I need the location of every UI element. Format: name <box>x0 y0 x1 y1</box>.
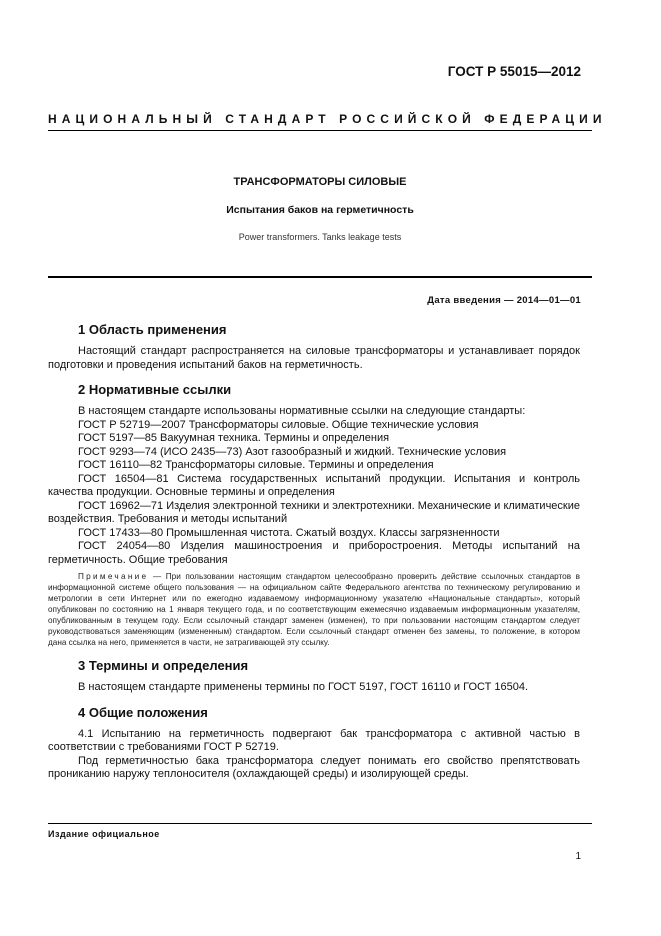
footer-divider <box>48 823 592 824</box>
note-paragraph <box>48 571 580 648</box>
reference-item: ГОСТ 16962—71 Изделия электронной техники и электротехники. Механические и климатические воздействия. Требования и методы испытаний <box>48 499 580 525</box>
document-code: ГОСТ Р 55015—2012 <box>447 64 581 79</box>
document-subtitle-english: Power transformers. Tanks leakage tests <box>238 232 402 242</box>
note-text: — При пользовании настоящим стандартом целесообразно проверить действие ссылочных стандартов в информационной системе общего пользования — на официальном сайте Федерального агентства по техническому регулированию и метрологии в сети Интернет или по ежегодно издаваемому информационному указателю «Национальные стандарты», который опубликован по состоянию на 1 января текущего года, и по соответствующим ежемесячно издаваемым информационным указателям, опубликованным в текущем году. Если ссылочный стандарт заменен (изменен), то при пользовании настоящим стандартом следует руководствоваться заменяющим (измененным) стандартом. Если ссылочный стандарт отменен без замены, то положение, в котором дана ссылка на него, применяется в части, не затрагивающей эту ссылку. <box>48 572 580 647</box>
document-subtitle: Испытания баков на герметичность <box>226 204 414 216</box>
note-label: Примечание <box>78 572 149 581</box>
header-divider <box>48 130 592 131</box>
paragraph: В настоящем стандарте применены термины по ГОСТ 5197, ГОСТ 16110 и ГОСТ 16504. <box>78 681 529 693</box>
paragraph: Настоящий стандарт распространяется на силовые трансформаторы и устанавливает порядок подготовки и проведения испытаний баков на герметичность. <box>48 345 580 371</box>
paragraph: 4.1 Испытанию на герметичность подвергают бак трансформатора с активной частью в соответствии с требованиями ГОСТ Р 52719. <box>48 727 580 753</box>
section-general-provisions <box>48 705 580 782</box>
reference-item: ГОСТ 9293—74 (ИСО 2435—73) Азот газообразный и жидкий. Технические условия <box>78 445 507 458</box>
reference-item: ГОСТ 16504—81 Система государственных испытаний продукции. Испытания и контроль качества продукции. Основные термины и определения <box>48 472 580 498</box>
title-divider <box>48 276 592 278</box>
section-heading: 1 Область применения <box>78 322 227 337</box>
section-terms <box>48 658 580 695</box>
edition-label: Издание официальное <box>48 829 160 839</box>
document-body <box>48 322 580 792</box>
paragraph: Под герметичностью бака трансформатора следует понимать его свойство препятствовать прониканию наружу теплоносителя (охлаждающей среды) и изолирующей среды. <box>48 754 580 780</box>
document-title: ТРАНСФОРМАТОРЫ СИЛОВЫЕ <box>233 176 407 188</box>
introduction-date: Дата введения — 2014—01—01 <box>427 295 581 306</box>
reference-item: ГОСТ 16110—82 Трансформаторы силовые. Термины и определения <box>78 459 434 471</box>
reference-item: ГОСТ 24054—80 Изделия машиностроения и приборостроения. Методы испытаний на герметичность. Общие требования <box>48 540 580 566</box>
section-scope <box>48 322 580 372</box>
page-number: 1 <box>575 851 581 862</box>
section-normative-references <box>48 382 580 648</box>
reference-item: ГОСТ 5197—85 Вакуумная техника. Термины и определения <box>78 432 390 444</box>
section-heading: 2 Нормативные ссылки <box>78 382 232 397</box>
reference-item: ГОСТ 17433—80 Промышленная чистота. Сжатый воздух. Классы загрязненности <box>78 526 500 539</box>
national-standard-banner: НАЦИОНАЛЬНЫЙ СТАНДАРТ РОССИЙСКОЙ ФЕДЕРАЦИИ <box>48 112 607 126</box>
section-heading: 4 Общие положения <box>78 704 208 720</box>
paragraph: В настоящем стандарте использованы нормативные ссылки на следующие стандарты: <box>78 405 526 417</box>
section-heading: 3 Термины и определения <box>78 658 249 673</box>
reference-item: ГОСТ Р 52719—2007 Трансформаторы силовые. Общие технические условия <box>78 418 479 431</box>
